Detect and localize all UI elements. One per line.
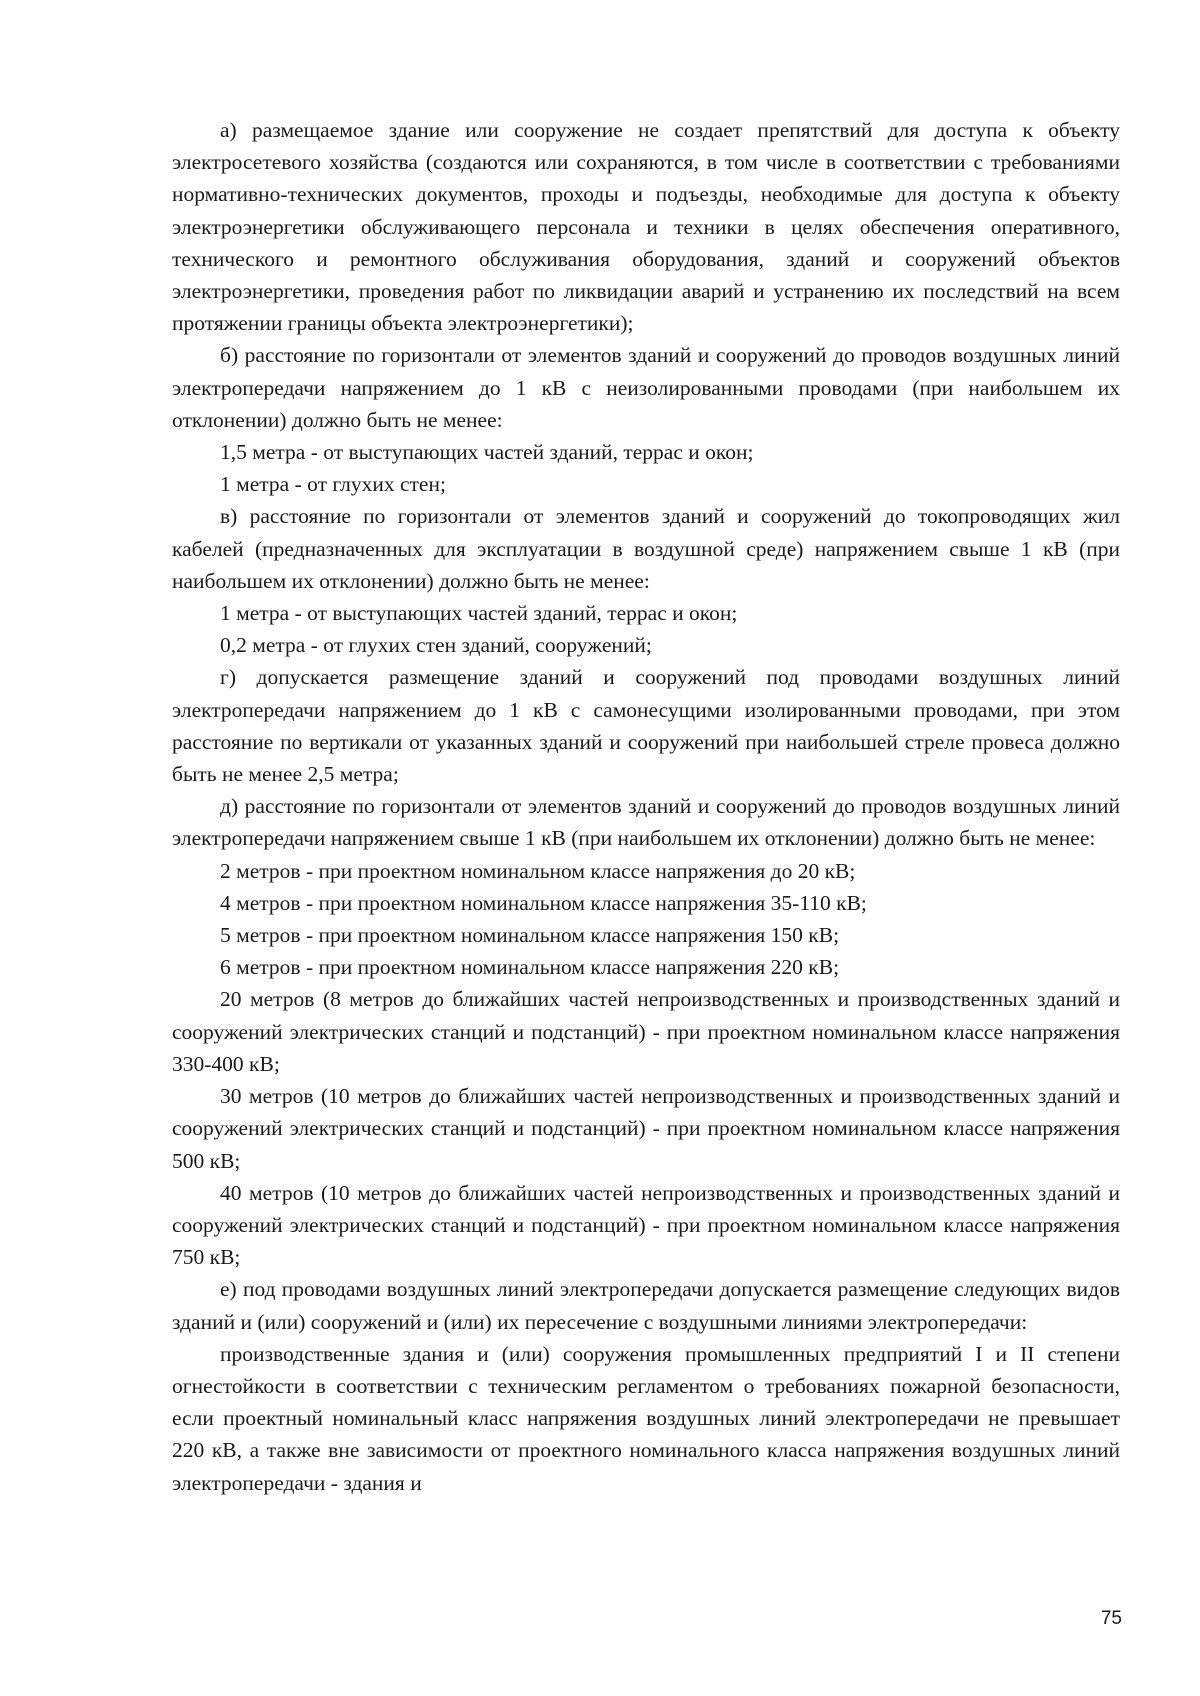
paragraph-d-item-1: 2 метров - при проектном номинальном классе напряжения до 20 кВ; <box>220 858 856 883</box>
paragraph-v-item-2: 0,2 метра - от глухих стен зданий, сооружений; <box>220 633 652 658</box>
paragraph-d-item-7: 40 метров (10 метров до ближайших частей непроизводственных и производственных зданий и сооружений электрических станций и подстанций) - при проектном номинальном классе напряжения 750 кВ; <box>172 1180 1120 1270</box>
paragraph-d-item-2: 4 метров - при проектном номинальном классе напряжения 35-110 кВ; <box>220 890 867 915</box>
document-body <box>172 114 1120 1499</box>
paragraph-b: б) расстояние по горизонтали от элементов зданий и сооружений до проводов воздушных линий электропередачи напряжением до 1 кВ с неизолированными проводами (при наибольшем их отклонении) должно быть не менее: <box>172 343 1120 432</box>
paragraph-g: г) допускается размещение зданий и сооружений под проводами воздушных линий электропередачи напряжением до 1 кВ с самонесущими изолированными проводами, при этом расстояние по вертикали от указанных зданий и сооружений при наибольшей стреле провеса должно быть не менее 2,5 метра; <box>172 665 1120 787</box>
paragraph-d-item-4: 6 метров - при проектном номинальном классе напряжения 220 кВ; <box>220 955 840 980</box>
paragraph-v: в) расстояние по горизонтали от элементов зданий и сооружений до токопроводящих жил кабелей (предназначенных для эксплуатации в воздушной среде) напряжением свыше 1 кВ (при наибольшем их отклонении) должно быть не менее: <box>172 504 1120 593</box>
paragraph-e: е) под проводами воздушных линий электропередачи допускается размещение следующих видов зданий и (или) сооружений и (или) их пересечение с воздушными линиями электропередачи: <box>172 1277 1120 1334</box>
paragraph-e-item-1: производственные здания и (или) сооружения промышленных предприятий I и II степени огнестойкости в соответствии с техническим регламентом о требованиях пожарной безопасности, если проектный номинальный класс напряжения воздушных линий электропередачи не превышает 220 кВ, а также вне зависимости от проектного номинального класса напряжения воздушных линий электропередачи - здания и <box>172 1341 1120 1495</box>
paragraph-a: а) размещаемое здание или сооружение не создает препятствий для доступа к объекту электросетевого хозяйства (создаются или сохраняются, в том числе в соответствии с требованиями нормативно-технических документов, проходы и подъезды, необходимые для доступа к объекту электроэнергетики обслуживающего персонала и техники в целях обеспечения оперативного, технического и ремонтного обслуживания оборудования, зданий и сооружений объектов электроэнергетики, проведения работ по ликвидации аварий и устранению их последствий на всем протяжении границы объекта электроэнергетики); <box>172 118 1120 336</box>
page-number: 75 <box>1100 1608 1122 1629</box>
paragraph-d: д) расстояние по горизонтали от элементов зданий и сооружений до проводов воздушных линий электропередачи напряжением свыше 1 кВ (при наибольшем их отклонении) должно быть не менее: <box>172 794 1120 851</box>
paragraph-d-item-5: 20 метров (8 метров до ближайших частей непроизводственных и производственных зданий и сооружений электрических станций и подстанций) - при проектном номинальном классе напряжения 330-400 кВ; <box>172 987 1120 1076</box>
paragraph-d-item-3: 5 метров - при проектном номинальном классе напряжения 150 кВ; <box>220 923 840 948</box>
paragraph-v-item-1: 1 метра - от выступающих частей зданий, террас и окон; <box>220 601 738 626</box>
paragraph-b-item-2: 1 метра - от глухих стен; <box>220 472 446 497</box>
paragraph-b-item-1: 1,5 метра - от выступающих частей зданий, террас и окон; <box>220 440 754 465</box>
paragraph-d-item-6: 30 метров (10 метров до ближайших частей непроизводственных и производственных зданий и сооружений электрических станций и подстанций) - при проектном номинальном классе напряжения 500 кВ; <box>172 1084 1120 1173</box>
